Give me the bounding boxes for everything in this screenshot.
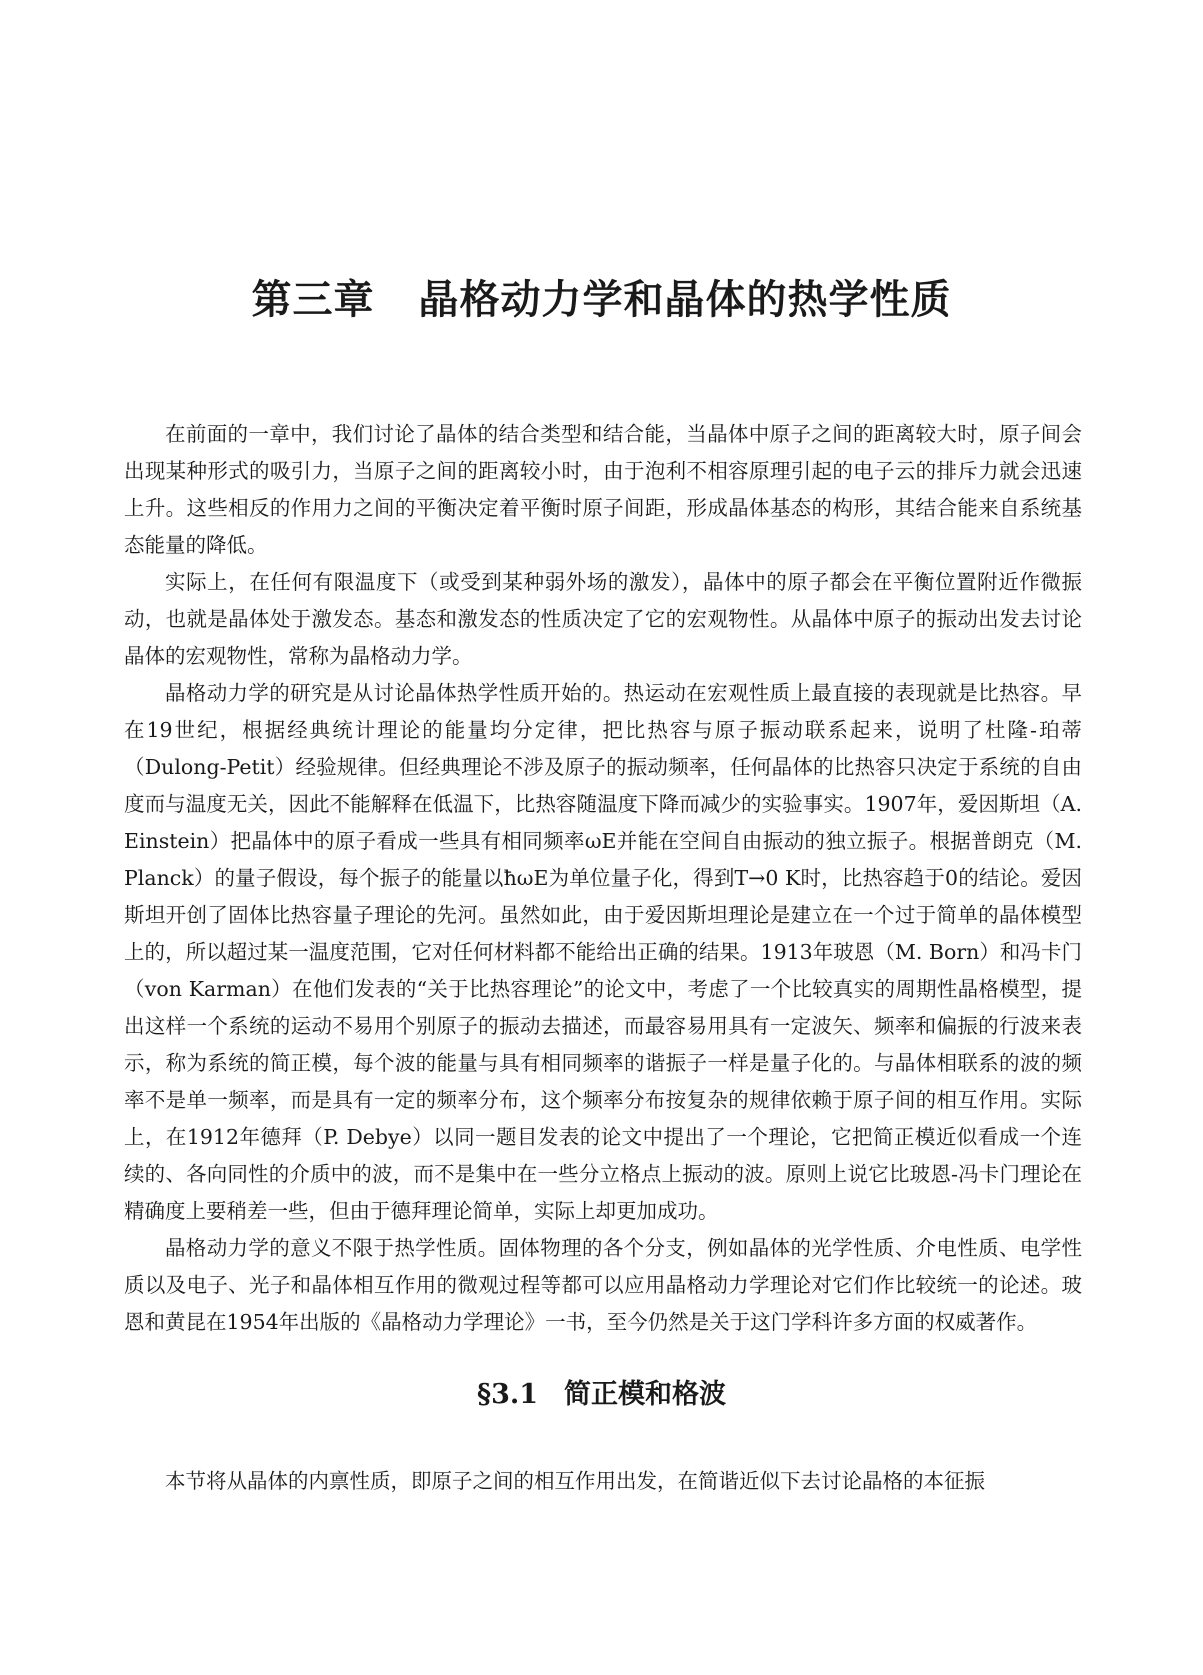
- chapter-heading: [0, 272, 1203, 328]
- section-title: 简正模和格波: [564, 1379, 727, 1410]
- paragraph-1: 在前面的一章中，我们讨论了晶体的结合类型和结合能，当晶体中原子之间的距离较大时，原子间会出现某种形式的吸引力，当原子之间的距离较小时，由于泡利不相容原理引起的电子云的排斥力就会迅速上升。这些相反的作用力之间的平衡决定着平衡时原子间距，形成晶体基态的构形，其结合能来自系统基态能量的降低。: [124, 422, 1082, 557]
- chapter-intro: [124, 416, 1082, 1341]
- section-number: §3.1: [476, 1379, 539, 1410]
- paragraph-3: 晶格动力学的研究是从讨论晶体热学性质开始的。热运动在宏观性质上最直接的表现就是比热容。早在19世纪，根据经典统计理论的能量均分定律，把比热容与原子振动联系起来，说明了杜隆-珀蒂（Dulong-Petit）经验规律。但经典理论不涉及原子的振动频率，任何晶体的比热容只决定于系统的自由度而与温度无关，因此不能解释在低温下，比热容随温度下降而减少的实验事实。1907年，爱因斯坦（A. Einstein）把晶体中的原子看成一些具有相同频率ωE并能在空间自由振动的独立振子。根据普朗克（M. Planck）的量子假设，每个振子的能量以ħωE为单位量子化，得到T→0 K时，比热容趋于0的结论。爱因斯坦开创了固体比热容量子理论的先河。虽然如此，由于爱因斯坦理论是建立在一个过于简单的晶体模型上的，所以超过某一温度范围，它对任何材料都不能给出正确的结果。1913年玻恩（M. Born）和冯卡门（von Karman）在他们发表的“关于比热容理论”的论文中，考虑了一个比较真实的周期性晶格模型，提出这样一个系统的运动不易用个别原子的振动去描述，而最容易用具有一定波矢、频率和偏振的行波来表示，称为系统的简正模，每个波的能量与具有相同频率的谐振子一样是量子化的。与晶体相联系的波的频率不是单一频率，而是具有一定的频率分布，这个频率分布按复杂的规律依赖于原子间的相互作用。实际上，在1912年德拜（P. Debye）以同一题目发表的论文中提出了一个理论，它把简正模近似看成一个连续的、各向同性的介质中的波，而不是集中在一些分立格点上振动的波。原则上说它比玻恩-冯卡门理论在精确度上要稍差一些，但由于德拜理论简单，实际上却更加成功。: [124, 681, 1082, 1223]
- chapter-number: 第三章: [251, 276, 375, 323]
- paragraph-2: 实际上，在任何有限温度下（或受到某种弱外场的激发），晶体中的原子都会在平衡位置附近作微振动，也就是晶体处于激发态。基态和激发态的性质决定了它的宏观物性。从晶体中原子的振动出发去讨论晶体的宏观物性，常称为晶格动力学。: [124, 570, 1082, 668]
- chapter-title: 晶格动力学和晶体的热学性质: [418, 276, 952, 323]
- section-heading: [0, 1375, 1203, 1415]
- section-intro-paragraph: 本节将从晶体的内禀性质，即原子之间的相互作用出发，在简谐近似下去讨论晶格的本征振: [165, 1469, 985, 1493]
- paragraph-4: 晶格动力学的意义不限于热学性质。固体物理的各个分支，例如晶体的光学性质、介电性质、电学性质以及电子、光子和晶体相互作用的微观过程等都可以应用晶格动力学理论对它们作比较统一的论述。玻恩和黄昆在1954年出版的《晶格动力学理论》一书，至今仍然是关于这门学科许多方面的权威著作。: [124, 1236, 1082, 1334]
